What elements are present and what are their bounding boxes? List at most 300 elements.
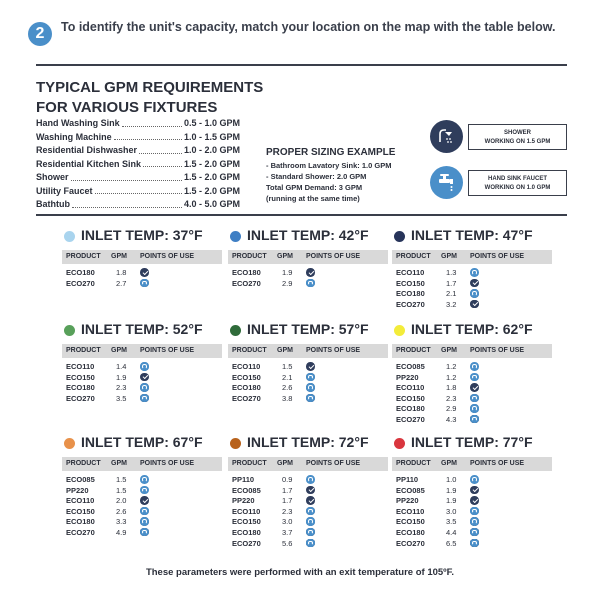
table-row — [62, 394, 222, 405]
gpm-value: 4.9 — [116, 527, 127, 537]
gpm-value: 2.3 — [116, 383, 127, 393]
header-points-of-use: POINTS OF USE — [470, 253, 525, 260]
requirement-gpm: 0.5 - 1.0 GPM — [184, 118, 241, 128]
product-model: ECO150 — [396, 278, 425, 288]
inlet-temp-card — [228, 224, 388, 289]
gpm-value: 3.5 — [446, 517, 457, 527]
table-row — [228, 496, 388, 507]
table-header — [392, 344, 552, 358]
table-row — [392, 486, 552, 497]
header-points-of-use: POINTS OF USE — [306, 460, 361, 467]
feature-hand-sink-line2: WORKING ON 1.0 GPM — [484, 185, 551, 191]
step-instruction — [28, 20, 588, 60]
requirement-fixture: Residential Kitchen Sink — [36, 158, 142, 169]
card-header — [392, 318, 552, 340]
product-model: ECO180 — [232, 383, 261, 393]
shower-icon — [470, 300, 479, 309]
shower-icon — [306, 486, 315, 495]
header-gpm: GPM — [111, 460, 127, 467]
header-gpm: GPM — [111, 253, 127, 260]
leader-dots — [114, 131, 182, 141]
shower-icon — [306, 362, 315, 371]
table-body — [228, 475, 388, 549]
header-gpm: GPM — [277, 347, 293, 354]
card-header — [392, 431, 552, 453]
gpm-value: 1.9 — [446, 485, 457, 495]
table-header — [392, 250, 552, 264]
table-header — [62, 250, 222, 264]
gpm-value: 1.7 — [282, 496, 293, 506]
inlet-temp-label: INLET TEMP: 62°F — [411, 321, 533, 337]
table-body — [228, 268, 388, 289]
table-row — [228, 383, 388, 394]
table-row — [228, 517, 388, 528]
product-model: ECO180 — [66, 383, 95, 393]
gpm-value: 2.9 — [446, 404, 457, 414]
table-body — [62, 268, 222, 289]
shower-icon — [306, 496, 315, 505]
gpm-value: 3.2 — [446, 299, 457, 309]
gpm-value: 1.9 — [446, 496, 457, 506]
product-model: ECO180 — [396, 289, 425, 299]
header-product: PRODUCT — [66, 253, 101, 260]
gpm-value: 3.5 — [116, 393, 127, 403]
table-row — [392, 475, 552, 486]
product-model: ECO110 — [396, 268, 425, 277]
gpm-value: 2.0 — [116, 496, 127, 506]
inlet-temp-card — [228, 431, 388, 549]
table-row — [392, 528, 552, 539]
product-model: ECO270 — [396, 538, 425, 548]
faucet-icon — [470, 475, 479, 484]
step-number-badge: 2 — [28, 22, 52, 46]
shower-icon — [470, 383, 479, 392]
header-product: PRODUCT — [396, 347, 431, 354]
product-model: ECO180 — [232, 527, 261, 537]
header-gpm: GPM — [111, 347, 127, 354]
faucet-icon — [140, 383, 149, 392]
header-product: PRODUCT — [396, 253, 431, 260]
product-model: PP220 — [396, 496, 419, 506]
feature-shower — [430, 124, 570, 154]
inlet-temp-card — [392, 224, 552, 310]
table-row — [392, 496, 552, 507]
header-product: PRODUCT — [232, 460, 267, 467]
card-header — [392, 224, 552, 246]
inlet-temp-label: INLET TEMP: 47°F — [411, 227, 533, 243]
card-header — [62, 431, 222, 453]
table-row — [392, 394, 552, 405]
gpm-value: 3.3 — [116, 517, 127, 527]
product-model: ECO150 — [232, 372, 261, 382]
feature-hand-sink-line1: HAND SINK FAUCET — [487, 176, 547, 182]
table-body — [392, 362, 552, 426]
inlet-temp-label: INLET TEMP: 77°F — [411, 434, 533, 450]
product-model: ECO270 — [396, 414, 425, 424]
gpm-value: 3.0 — [446, 506, 457, 516]
table-body — [62, 362, 222, 404]
header-points-of-use: POINTS OF USE — [140, 347, 195, 354]
leader-dots — [95, 185, 182, 195]
faucet-icon — [140, 507, 149, 516]
product-model: ECO180 — [232, 268, 261, 277]
requirement-row — [36, 185, 246, 199]
gpm-value: 1.7 — [446, 278, 457, 288]
product-model: ECO085 — [232, 485, 261, 495]
product-model: ECO180 — [396, 527, 425, 537]
requirement-row — [36, 117, 246, 131]
gpm-value: 3.7 — [282, 527, 293, 537]
divider-middle — [36, 214, 567, 216]
faucet-icon — [470, 528, 479, 537]
leader-dots — [72, 198, 182, 208]
table-row — [392, 517, 552, 528]
table-row — [392, 279, 552, 290]
table-row — [392, 404, 552, 415]
faucet-icon — [470, 289, 479, 298]
card-header — [62, 318, 222, 340]
product-model: ECO110 — [66, 496, 95, 506]
product-model: ECO085 — [396, 362, 425, 371]
table-header — [392, 457, 552, 471]
leader-dots — [71, 171, 182, 181]
product-model: PP220 — [396, 372, 419, 382]
temperature-color-dot — [64, 438, 75, 449]
gpm-value: 2.1 — [282, 372, 293, 382]
inlet-temp-card — [62, 224, 222, 289]
table-row — [62, 507, 222, 518]
faucet-icon — [140, 528, 149, 537]
feature-shower-line2: WORKING ON 1.5 GPM — [484, 139, 551, 145]
table-row — [62, 268, 222, 279]
product-model: ECO085 — [396, 485, 425, 495]
table-header — [62, 344, 222, 358]
gpm-value: 1.9 — [282, 268, 293, 277]
product-model: ECO270 — [396, 299, 425, 309]
gpm-value: 2.7 — [116, 278, 127, 288]
requirement-fixture: Shower — [36, 172, 69, 182]
gpm-value: 4.4 — [446, 527, 457, 537]
table-row — [392, 507, 552, 518]
temperature-color-dot — [394, 231, 405, 242]
shower-icon — [470, 486, 479, 495]
table-row — [228, 486, 388, 497]
table-row — [62, 496, 222, 507]
requirement-fixture: Bathtub — [36, 199, 70, 209]
table-body — [392, 268, 552, 310]
shower-icon — [430, 120, 463, 153]
feature-shower-line1: SHOWER — [504, 130, 531, 136]
temperature-color-dot — [394, 438, 405, 449]
gpm-value: 2.6 — [116, 506, 127, 516]
header-points-of-use: POINTS OF USE — [306, 347, 361, 354]
faucet-icon — [306, 279, 315, 288]
faucet-icon — [306, 394, 315, 403]
product-model: ECO270 — [66, 393, 95, 403]
gpm-value: 1.5 — [282, 362, 293, 371]
faucet-icon — [430, 166, 463, 199]
requirement-gpm: 1.5 - 2.0 GPM — [184, 185, 241, 196]
table-row — [392, 415, 552, 426]
table-row — [62, 383, 222, 394]
temperature-color-dot — [64, 231, 75, 242]
shower-icon — [470, 279, 479, 288]
product-model: ECO085 — [66, 475, 95, 484]
temperature-color-dot — [64, 325, 75, 336]
header-product: PRODUCT — [66, 347, 101, 354]
requirement-row — [36, 158, 246, 172]
faucet-icon — [140, 362, 149, 371]
inlet-temp-label: INLET TEMP: 37°F — [81, 227, 203, 243]
table-body — [62, 475, 222, 539]
gpm-value: 2.6 — [282, 383, 293, 393]
table-row — [392, 300, 552, 311]
sizing-line: - Bathroom Lavatory Sink: 1.0 GPM — [266, 161, 392, 170]
gpm-value: 1.0 — [446, 475, 457, 484]
card-header — [228, 431, 388, 453]
product-model: ECO270 — [66, 527, 95, 537]
leader-dots — [122, 117, 182, 127]
gpm-value: 1.3 — [446, 268, 457, 277]
inlet-temp-card — [62, 431, 222, 539]
requirement-row — [36, 198, 246, 212]
sizing-line: (running at the same time) — [266, 194, 360, 203]
faucet-icon — [306, 539, 315, 548]
table-row — [392, 539, 552, 550]
header-gpm: GPM — [277, 460, 293, 467]
product-model: ECO270 — [232, 538, 261, 548]
divider-top — [36, 64, 567, 66]
product-model: ECO110 — [396, 383, 425, 393]
table-row — [228, 539, 388, 550]
header-points-of-use: POINTS OF USE — [140, 253, 195, 260]
table-row — [62, 517, 222, 528]
card-header — [228, 318, 388, 340]
faucet-icon — [470, 373, 479, 382]
inlet-temp-card — [228, 318, 388, 404]
inlet-temp-label: INLET TEMP: 72°F — [247, 434, 369, 450]
gpm-value: 1.5 — [116, 475, 127, 484]
faucet-icon — [470, 517, 479, 526]
requirement-row — [36, 171, 246, 185]
requirement-gpm: 1.5 - 2.0 GPM — [184, 158, 241, 169]
table-body — [228, 362, 388, 404]
product-model: PP110 — [232, 475, 255, 484]
shower-icon — [140, 496, 149, 505]
card-header — [62, 224, 222, 246]
product-model: ECO110 — [232, 362, 261, 371]
gpm-value: 2.3 — [282, 506, 293, 516]
gpm-value: 6.5 — [446, 538, 457, 548]
inlet-temp-label: INLET TEMP: 42°F — [247, 227, 369, 243]
product-model: ECO180 — [66, 517, 95, 527]
faucet-icon — [470, 394, 479, 403]
gpm-value: 5.6 — [282, 538, 293, 548]
table-row — [62, 486, 222, 497]
temperature-color-dot — [394, 325, 405, 336]
table-row — [392, 373, 552, 384]
faucet-icon — [140, 475, 149, 484]
header-points-of-use: POINTS OF USE — [470, 347, 525, 354]
gpm-value: 2.1 — [446, 289, 457, 299]
temperature-color-dot — [230, 325, 241, 336]
footer-note: These parameters were performed with an exit temperature of 105ºF. — [145, 567, 455, 578]
product-model: ECO270 — [232, 278, 261, 288]
product-model: ECO110 — [66, 362, 95, 371]
inlet-temp-label: INLET TEMP: 52°F — [81, 321, 203, 337]
gpm-value: 1.2 — [446, 372, 457, 382]
table-row — [392, 362, 552, 373]
faucet-icon — [306, 507, 315, 516]
table-row — [62, 279, 222, 290]
requirement-row — [36, 131, 246, 145]
temperature-color-dot — [230, 438, 241, 449]
table-row — [392, 289, 552, 300]
header-product: PRODUCT — [232, 347, 267, 354]
header-gpm: GPM — [441, 460, 457, 467]
card-header — [228, 224, 388, 246]
product-model: ECO270 — [66, 278, 95, 288]
requirement-fixture: Hand Washing Sink — [36, 118, 120, 128]
header-product: PRODUCT — [232, 253, 267, 260]
leader-dots — [143, 158, 182, 168]
faucet-icon — [470, 539, 479, 548]
sizing-line: Total GPM Demand: 3 GPM — [266, 183, 363, 192]
table-header — [228, 344, 388, 358]
shower-icon — [140, 268, 149, 277]
gpm-value: 1.8 — [446, 383, 457, 393]
requirements-list — [36, 117, 246, 212]
gpm-value: 1.8 — [116, 268, 127, 277]
table-row — [228, 394, 388, 405]
header-product: PRODUCT — [66, 460, 101, 467]
faucet-icon — [140, 517, 149, 526]
product-model: ECO150 — [232, 517, 261, 527]
table-body — [392, 475, 552, 549]
requirement-gpm: 1.5 - 2.0 GPM — [184, 172, 241, 182]
feature-shower-label — [468, 124, 567, 150]
requirement-row — [36, 144, 246, 158]
faucet-icon — [140, 394, 149, 403]
shower-icon — [140, 373, 149, 382]
gpm-value: 2.9 — [282, 278, 293, 288]
product-model: PP110 — [396, 475, 419, 484]
table-row — [228, 373, 388, 384]
feature-hand-sink-label — [468, 170, 567, 196]
header-points-of-use: POINTS OF USE — [140, 460, 195, 467]
leader-dots — [139, 144, 182, 154]
product-model: PP220 — [66, 485, 89, 495]
step-text: To identify the unit's capacity, match your location on the map with the table below. — [61, 20, 556, 34]
table-row — [228, 362, 388, 373]
product-model: ECO150 — [66, 372, 95, 382]
table-row — [228, 268, 388, 279]
table-row — [62, 475, 222, 486]
requirements-title — [36, 78, 263, 118]
sizing-example-title: PROPER SIZING EXAMPLE — [266, 147, 396, 158]
requirement-fixture: Utility Faucet — [36, 185, 93, 196]
table-row — [62, 362, 222, 373]
table-row — [228, 507, 388, 518]
table-header — [228, 457, 388, 471]
table-row — [392, 268, 552, 279]
sizing-example-lines — [266, 160, 391, 204]
gpm-value: 0.9 — [282, 475, 293, 484]
requirement-gpm: 4.0 - 5.0 GPM — [184, 199, 241, 209]
gpm-value: 4.3 — [446, 414, 457, 424]
product-model: ECO270 — [232, 393, 261, 403]
table-row — [228, 279, 388, 290]
temperature-color-dot — [230, 231, 241, 242]
inlet-temp-card — [62, 318, 222, 404]
product-model: ECO180 — [66, 268, 95, 277]
header-points-of-use: POINTS OF USE — [306, 253, 361, 260]
product-model: ECO180 — [396, 404, 425, 414]
faucet-icon — [306, 373, 315, 382]
gpm-value: 2.3 — [446, 393, 457, 403]
inlet-temp-card — [392, 431, 552, 549]
product-model: ECO150 — [396, 517, 425, 527]
product-model: ECO110 — [232, 506, 261, 516]
table-header — [62, 457, 222, 471]
inlet-temp-label: INLET TEMP: 67°F — [81, 434, 203, 450]
gpm-value: 3.8 — [282, 393, 293, 403]
product-model: ECO110 — [396, 506, 425, 516]
faucet-icon — [306, 517, 315, 526]
feature-hand-sink — [430, 170, 570, 200]
gpm-value: 1.2 — [446, 362, 457, 371]
header-gpm: GPM — [441, 347, 457, 354]
requirement-gpm: 1.0 - 2.0 GPM — [184, 145, 241, 155]
table-header — [228, 250, 388, 264]
table-row — [228, 528, 388, 539]
sizing-line: - Standard Shower: 2.0 GPM — [266, 172, 367, 181]
gpm-value: 1.4 — [116, 362, 127, 371]
table-row — [62, 528, 222, 539]
product-model: ECO150 — [66, 506, 95, 516]
requirement-fixture: Washing Machine — [36, 131, 112, 142]
product-model: ECO150 — [396, 393, 425, 403]
requirements-title-line1: TYPICAL GPM REQUIREMENTS — [36, 79, 264, 96]
faucet-icon — [306, 383, 315, 392]
faucet-icon — [470, 268, 479, 277]
gpm-value: 3.0 — [282, 517, 293, 527]
header-product: PRODUCT — [396, 460, 431, 467]
inlet-temp-card — [392, 318, 552, 426]
faucet-icon — [470, 404, 479, 413]
faucet-icon — [140, 279, 149, 288]
table-row — [228, 475, 388, 486]
gpm-value: 1.5 — [116, 485, 127, 495]
faucet-icon — [470, 415, 479, 424]
header-points-of-use: POINTS OF USE — [470, 460, 525, 467]
shower-icon — [306, 268, 315, 277]
gpm-value: 1.9 — [116, 372, 127, 382]
faucet-icon — [470, 362, 479, 371]
header-gpm: GPM — [441, 253, 457, 260]
inlet-temp-label: INLET TEMP: 57°F — [247, 321, 369, 337]
requirement-gpm: 1.0 - 1.5 GPM — [184, 131, 241, 142]
table-row — [62, 373, 222, 384]
product-model: PP220 — [232, 496, 255, 506]
faucet-icon — [470, 507, 479, 516]
faucet-icon — [140, 486, 149, 495]
gpm-value: 1.7 — [282, 485, 293, 495]
table-row — [392, 383, 552, 394]
requirements-title-line2: FOR VARIOUS FIXTURES — [36, 99, 218, 116]
shower-icon — [470, 496, 479, 505]
header-gpm: GPM — [277, 253, 293, 260]
